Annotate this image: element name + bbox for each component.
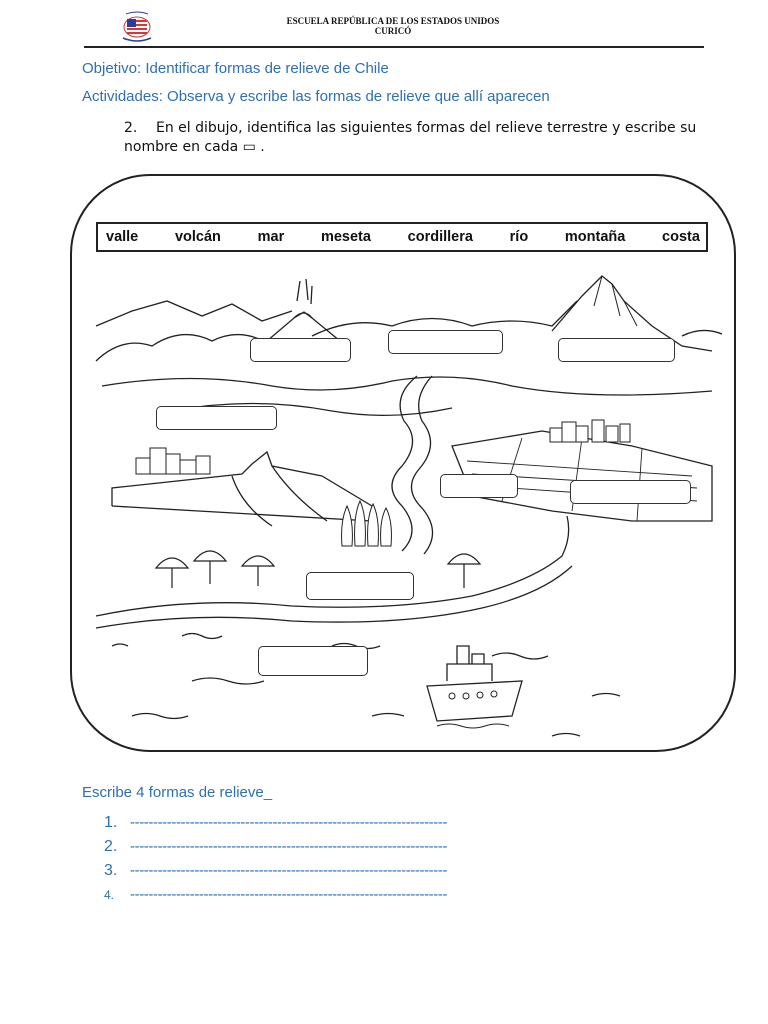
landscape-picture-frame [70, 174, 736, 752]
word-bank-item: volcán [174, 229, 221, 245]
word-bank [96, 222, 708, 252]
word-bank-item: cordillera [407, 229, 473, 245]
answer-line-number: 2. [104, 838, 118, 855]
answer-line-dashes: --------------------------------------------------------------------- [130, 838, 448, 855]
word-bank-item: mar [257, 229, 285, 245]
word-bank-item: río [509, 229, 529, 245]
instruction-text: En el dibujo, identifica las siguientes formas del relieve terrestre y escribe su nombre en cada ▭ . [124, 120, 697, 155]
activities-text: Actividades: Observa y escribe las formas de relieve que allí aparecen [82, 88, 550, 105]
answer-box-sea[interactable] [258, 646, 368, 676]
school-name-line1: ESCUELA REPÚBLICA DE LOS ESTADOS UNIDOS [286, 16, 500, 26]
answer-line-number: 3. [104, 862, 118, 879]
answer-line-number: 1. [104, 814, 118, 831]
answer-list [104, 814, 447, 910]
landscape-drawing [72, 176, 736, 752]
word-bank-item: montaña [564, 229, 626, 245]
write-prompt: Escribe 4 formas de relieve_ [82, 784, 273, 801]
objective-text: Objetivo: Identificar formas de relieve de Chile [82, 60, 389, 77]
answer-box-valley[interactable] [570, 480, 691, 504]
answer-box-volcano[interactable] [250, 338, 351, 362]
answer-box-coast[interactable] [306, 572, 414, 600]
answer-line[interactable] [104, 886, 447, 910]
answer-line[interactable] [104, 838, 447, 862]
answer-line-dashes: --------------------------------------------------------------------- [130, 814, 448, 831]
header-divider [84, 46, 704, 48]
word-bank-item: meseta [320, 229, 371, 245]
answer-box-cordillera[interactable] [388, 330, 503, 354]
answer-box-mountain[interactable] [558, 338, 675, 362]
answer-line[interactable] [104, 814, 447, 838]
instruction [124, 119, 714, 157]
answer-box-plateau[interactable] [156, 406, 277, 430]
school-name-line2: CURICÓ [374, 26, 412, 36]
word-bank-item: costa [662, 229, 700, 245]
school-name [250, 16, 536, 36]
answer-line[interactable] [104, 862, 447, 886]
answer-line-dashes: --------------------------------------------------------------------- [130, 886, 448, 903]
answer-line-number: 4. [104, 888, 115, 902]
answer-box-river[interactable] [440, 474, 518, 498]
instruction-number: 2. [124, 120, 138, 136]
answer-line-dashes: --------------------------------------------------------------------- [130, 862, 448, 879]
word-bank-item: valle [106, 229, 139, 245]
school-logo [118, 10, 156, 44]
